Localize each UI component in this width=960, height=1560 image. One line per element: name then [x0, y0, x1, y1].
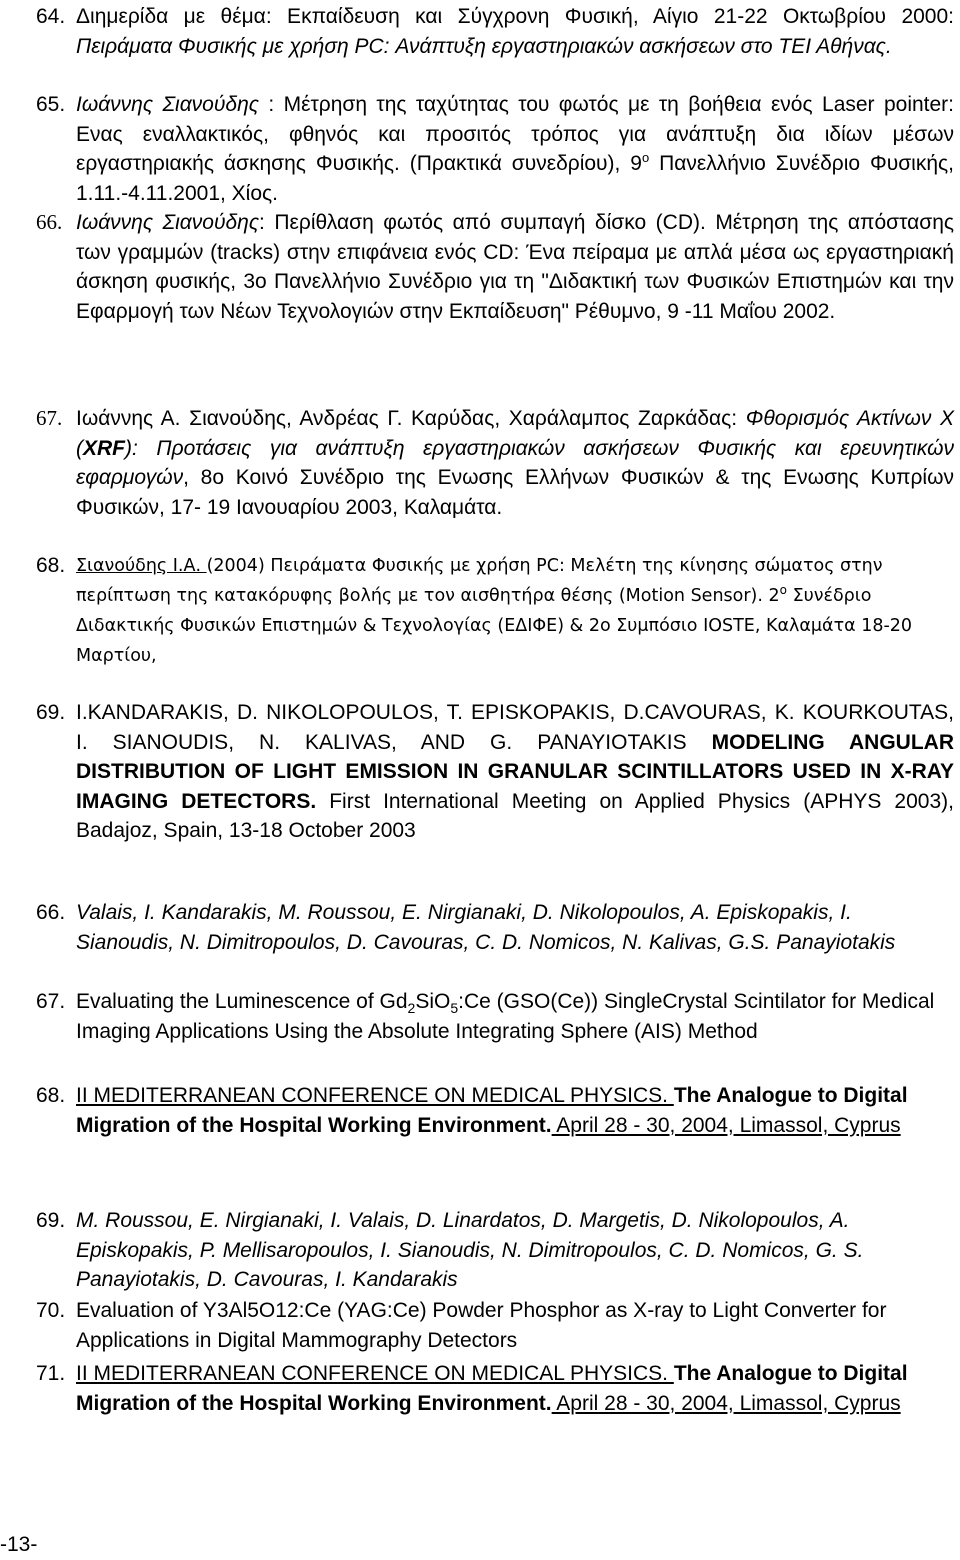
reference-entry-64	[0, 2, 958, 61]
reference-entry-67b	[0, 987, 958, 1046]
entry-text	[76, 698, 954, 846]
authors-text: Ιωάννης Α. Σιανούδης, Ανδρέας Γ. Καρύδας, Χαράλαμπος Ζαρκάδας:	[76, 407, 746, 430]
reference-entry-69b	[0, 1206, 958, 1295]
page-number: -13-	[0, 1533, 38, 1556]
entry-text	[76, 1206, 954, 1295]
subscript: 2	[407, 1000, 416, 1017]
title-text: The Analogue to Digital Migration of the Hospital Working Environment.	[76, 1362, 908, 1415]
title-text: : Περίθλαση φωτός από συμπαγή δίσκο (CD). Μέτρηση της απόστασης των γραμμών (tracks) στην επιφάνεια ενός CD: Ένα πείραμα με απλά μέσα ως εργαστηριακή άσκηση φυσικής, 3ο Πανελλήνιο Συνέδριο για τη "Διδακτική των Φυσικών Επιστημών και την Εφαρμογή των Νέων Τεχνολογιών στην Εκπαίδευση" Ρέθυμνο, 9 -11 Μαΐου 2002.	[76, 211, 954, 323]
entry-text	[76, 1359, 954, 1418]
entry-number: 70.	[36, 1299, 66, 1322]
entry-number: 67.	[36, 990, 66, 1013]
conference-text: Συνέδριο Διδακτικής Φυσικών Επιστημών & Τεχνολογίας (ΕΔΙΦΕ) & 2ο Συμπόσιο IOSTE, Καλαμάτα 18-20 Μαρτίου,	[76, 586, 913, 666]
entry-text	[76, 1081, 954, 1140]
entry-text	[76, 898, 954, 957]
authors-text: Valais, I. Kandarakis, M. Roussou, E. Nirgianaki, D. Nikolopoulos, A. Episkopakis, I. Sianoudis, N. Dimitropoulos, D. Cavouras, C. D. Nomicos, N. Kalivas, G.S. Panayiotakis	[76, 901, 896, 954]
entry-number: 69.	[36, 1209, 66, 1232]
superscript: ο	[779, 583, 787, 598]
entry-text	[76, 208, 954, 326]
conference-text: First International Meeting on Applied Physics (APHYS 2003), Badajoz, Spain, 13-18 October 2003	[76, 789, 954, 842]
reference-entry-71	[0, 1359, 958, 1418]
title-part: SiO	[415, 990, 451, 1013]
entry-text	[76, 404, 954, 522]
title-abbrev: XRF	[83, 436, 125, 460]
author-name: Ιωάννης Σιανούδης	[76, 211, 260, 234]
title-text: (2004) Πειράματα Φυσικής με χρήση PC: Μελέτη της κίνησης σώματος στην περίπτωση της κατακόρυφης βολής με τον αισθητήρα θέσης (Motion Sensor). 2	[76, 556, 883, 606]
conference-link[interactable]: II MEDITERRANEAN CONFERENCE ON MEDICAL PHYSICS.	[76, 1362, 674, 1385]
title-part: Φθορισμός Ακτίνων Χ (	[76, 407, 954, 460]
reference-entry-65	[0, 90, 958, 208]
entry-number: 65.	[36, 93, 66, 116]
entry-number: 68.	[36, 1084, 66, 1107]
author-name: Ιωάννης Σιανούδης	[76, 93, 259, 116]
conference-text: , 8ο Κοινό Συνέδριο της Ενωσης Ελλήνων Φυσικών & της Ενωσης Κυπρίων Φυσικών, 17- 19 Ιανουαρίου 2003, Καλαμάτα.	[76, 466, 954, 519]
date-location-link[interactable]: April 28 - 30, 2004, Limassol, Cyprus	[551, 1391, 901, 1415]
reference-entry-66b	[0, 898, 958, 957]
entry-number: 66.	[36, 901, 66, 924]
entry-text	[76, 90, 954, 208]
event-text: Διημερίδα με θέμα: Εκπαίδευση και Σύγχρονη Φυσική, Αίγιο 21-22 Οκτωβρίου 2000:	[76, 5, 954, 28]
title-text: : Μέτρηση της ταχύτητας του φωτός με τη βοήθεια ενός Laser pointer: Ενας εναλλακτικός, φθηνός και προσιτός τρόπος για ανάπτυξη δια ιδίων μέσων εργαστηριακής άσκησης Φυσικής. (Πρακτικά συνεδρίου), 9	[76, 93, 955, 175]
entry-number: 64.	[36, 5, 66, 28]
authors-text: M. Roussou, E. Nirgianaki, I. Valais, D. Linardatos, D. Margetis, D. Nikolopoulos, A. Episkopakis, P. Mellisaropoulos, I. Sianoudis, N. Dimitropoulos, C. D. Nomicos, G. S. Panayiotakis, D. Cavouras, I. Kandarakis	[76, 1209, 864, 1291]
entry-text	[76, 551, 954, 671]
entry-number: 71.	[36, 1362, 66, 1385]
conference-text: Πανελλήνιο Συνέδριο Φυσικής, 1.11.-4.11.2001, Χίος.	[76, 152, 954, 205]
reference-entry-66	[0, 208, 958, 326]
reference-entry-68	[0, 551, 958, 671]
reference-entry-70	[0, 1296, 958, 1355]
title-part: Evaluating the Luminescence of Gd	[76, 990, 408, 1013]
entry-text	[76, 987, 954, 1046]
entry-number: 69.	[36, 701, 66, 724]
title-part: :Ce (GSO(Ce)) SingleCrystal Scintilator for Medical Imaging Applications Using the Absolute Integrating Sphere (AIS) Method	[76, 990, 935, 1043]
author-link: Σιανούδης Ι.Α.	[76, 556, 207, 576]
subscript: 5	[450, 1000, 459, 1017]
title-text: Evaluation of Y3Al5O12:Ce (YAG:Ce) Powder Phosphor as X-ray to Light Converter for Applications in Digital Mammography Detectors	[76, 1299, 887, 1352]
authors-text: I.KANDARAKIS, D. NIKOLOPOULOS, T. EPISKOPAKIS, D.CAVOURAS, K. KOURKOUTAS, I. SIANOUDIS, N. KALIVAS, AND G. PANAYIOTAKIS	[76, 701, 954, 754]
reference-entry-69	[0, 698, 958, 846]
entry-number: 67.	[36, 406, 63, 430]
title-text: MODELING ANGULAR DISTRIBUTION OF LIGHT EMISSION IN GRANULAR SCINTILLATORS USED IN X-RAY IMAGING DETECTORS.	[76, 730, 954, 813]
title-part: ): Προτάσεις για ανάπτυξη εργαστηριακών ασκήσεων Φυσικής και ερευνητικών εφαρμογών	[76, 436, 954, 489]
reference-entry-67	[0, 404, 958, 522]
entry-text	[76, 1296, 954, 1355]
title-text: The Analogue to Digital Migration of the Hospital Working Environment.	[76, 1084, 908, 1137]
entry-text	[76, 2, 954, 61]
date-location-link[interactable]: April 28 - 30, 2004, Limassol, Cyprus	[551, 1113, 901, 1137]
conference-link[interactable]: II MEDITERRANEAN CONFERENCE ON MEDICAL PHYSICS.	[76, 1084, 674, 1107]
title-text: Πειράματα Φυσικής με χρήση PC: Ανάπτυξη εργαστηριακών ασκήσεων στο ΤΕΙ Αθήνας.	[76, 34, 892, 58]
entry-number: 68.	[36, 554, 66, 577]
reference-entry-68b	[0, 1081, 958, 1140]
superscript: ο	[641, 150, 650, 165]
entry-number: 66.	[36, 210, 63, 234]
